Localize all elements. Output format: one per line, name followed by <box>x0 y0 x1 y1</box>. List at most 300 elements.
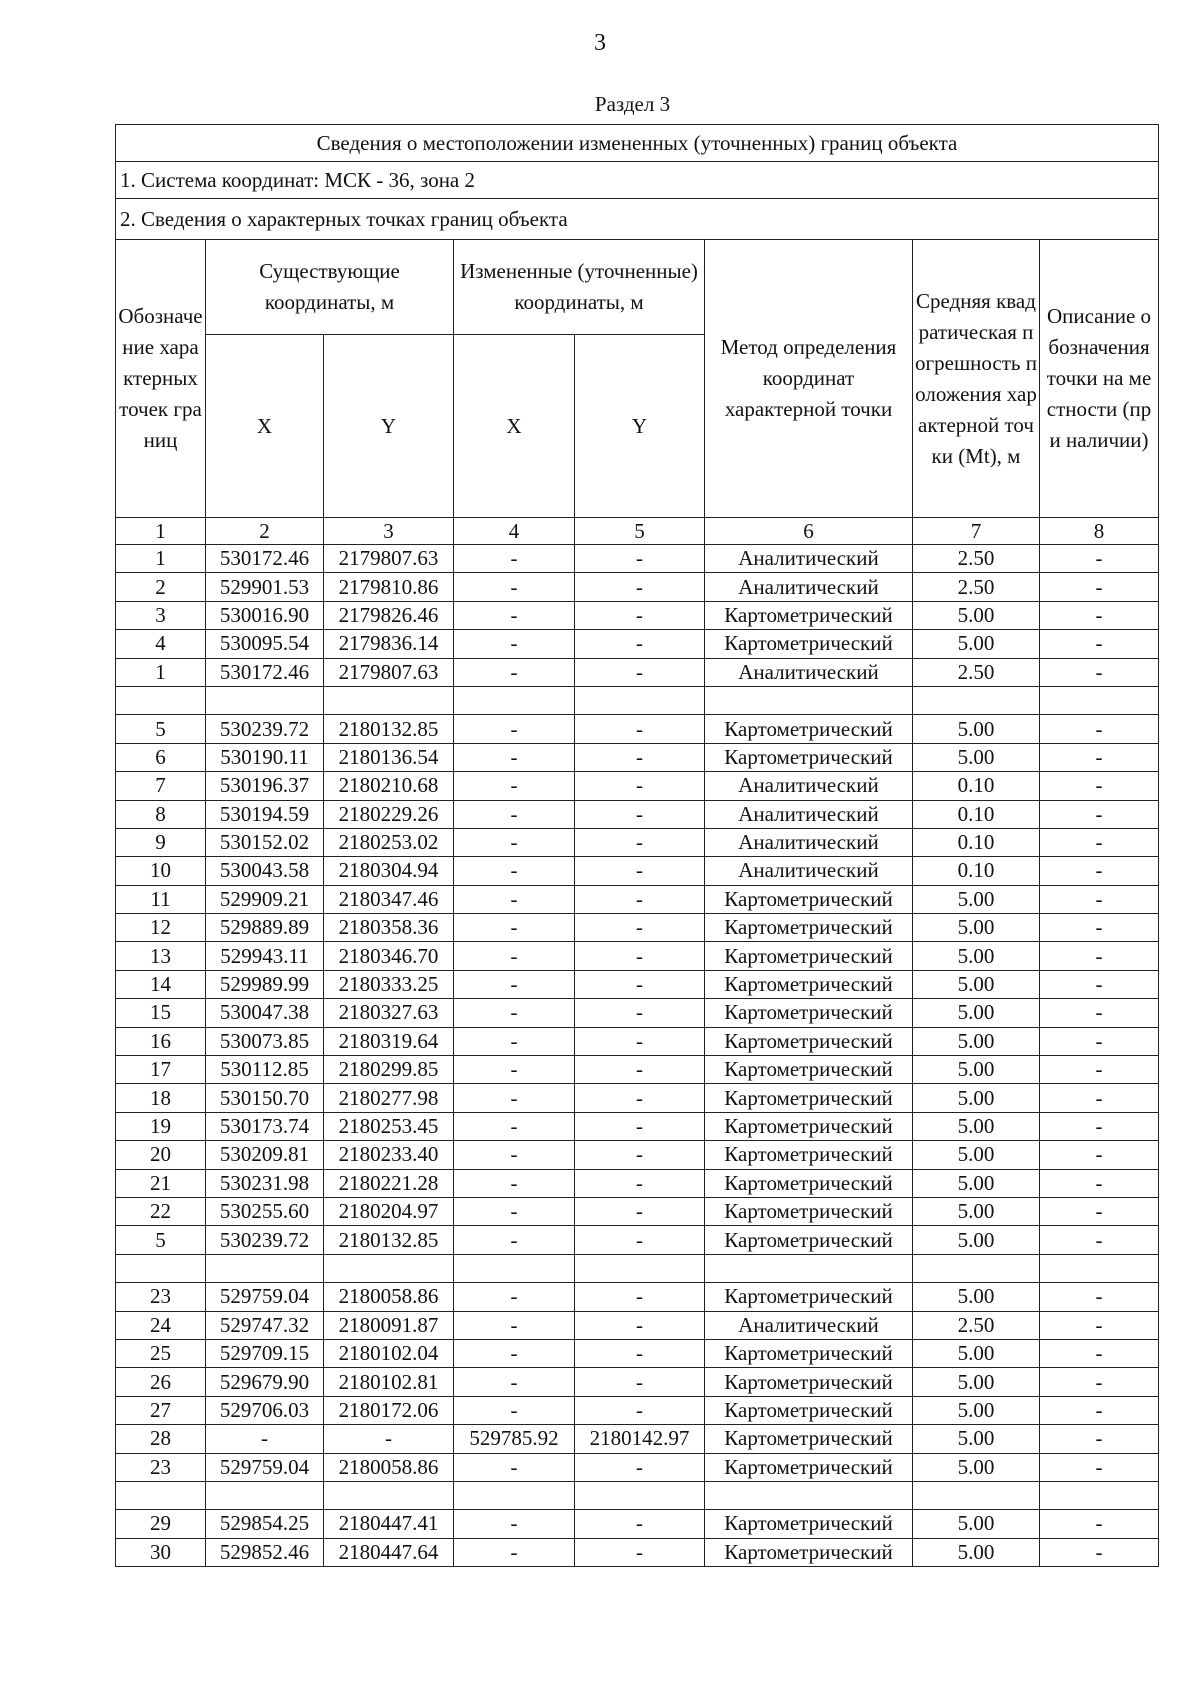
method-cell: Картометрический <box>705 1538 913 1566</box>
existing-x-cell: 530239.72 <box>206 715 324 743</box>
changed-x-cell: - <box>454 1510 575 1538</box>
description-cell: - <box>1040 885 1159 913</box>
accuracy-cell: 2.50 <box>913 573 1040 601</box>
method-cell: Аналитический <box>705 545 913 573</box>
table-row <box>116 601 1159 629</box>
changed-y-cell: - <box>575 1112 705 1140</box>
description-cell <box>1040 686 1159 714</box>
method-cell: Картометрический <box>705 1425 913 1453</box>
changed-x-cell: - <box>454 914 575 942</box>
description-cell: - <box>1040 1311 1159 1339</box>
table-title: Сведения о местоположении измененных (уточненных) границ объекта <box>116 125 1159 162</box>
changed-y-cell: - <box>575 601 705 629</box>
description-cell: - <box>1040 1027 1159 1055</box>
point-id-cell <box>116 686 206 714</box>
method-cell: Картометрический <box>705 1453 913 1481</box>
method-cell: Картометрический <box>705 1084 913 1112</box>
existing-y-cell: 2180229.26 <box>324 800 454 828</box>
changed-y-cell: - <box>575 1510 705 1538</box>
existing-y-cell: 2180327.63 <box>324 999 454 1027</box>
header-existing-y: Y <box>324 335 454 518</box>
existing-x-cell <box>206 1254 324 1282</box>
description-cell: - <box>1040 1084 1159 1112</box>
description-cell: - <box>1040 1141 1159 1169</box>
accuracy-cell: 5.00 <box>913 743 1040 771</box>
existing-y-cell: 2180447.41 <box>324 1510 454 1538</box>
changed-x-cell: - <box>454 1027 575 1055</box>
existing-x-cell: 530255.60 <box>206 1197 324 1225</box>
method-cell: Картометрический <box>705 1226 913 1254</box>
point-id-cell <box>116 1481 206 1509</box>
changed-x-cell: - <box>454 573 575 601</box>
accuracy-cell: 5.00 <box>913 1538 1040 1566</box>
changed-x-cell: - <box>454 1453 575 1481</box>
changed-x-cell: 529785.92 <box>454 1425 575 1453</box>
description-cell: - <box>1040 573 1159 601</box>
description-cell: - <box>1040 772 1159 800</box>
changed-y-cell: - <box>575 885 705 913</box>
changed-y-cell: - <box>575 1027 705 1055</box>
point-id-cell: 24 <box>116 1311 206 1339</box>
table-row <box>116 1538 1159 1566</box>
table-row <box>116 1141 1159 1169</box>
table-row <box>116 828 1159 856</box>
changed-y-cell: - <box>575 630 705 658</box>
accuracy-cell: 5.00 <box>913 1197 1040 1225</box>
points-heading: 2. Сведения о характерных точках границ объекта <box>116 199 1159 240</box>
changed-x-cell: - <box>454 545 575 573</box>
accuracy-cell: 5.00 <box>913 970 1040 998</box>
accuracy-cell: 5.00 <box>913 1368 1040 1396</box>
existing-x-cell: 529909.21 <box>206 885 324 913</box>
changed-y-cell: - <box>575 743 705 771</box>
changed-x-cell: - <box>454 715 575 743</box>
table-row <box>116 1339 1159 1367</box>
method-cell: Картометрический <box>705 970 913 998</box>
table-row <box>116 857 1159 885</box>
accuracy-cell: 5.00 <box>913 1226 1040 1254</box>
table-row <box>116 970 1159 998</box>
accuracy-cell <box>913 1481 1040 1509</box>
existing-x-cell: 530172.46 <box>206 545 324 573</box>
changed-y-cell: - <box>575 1169 705 1197</box>
accuracy-cell: 5.00 <box>913 1283 1040 1311</box>
changed-x-cell: - <box>454 772 575 800</box>
existing-x-cell: 529852.46 <box>206 1538 324 1566</box>
method-cell: Картометрический <box>705 1141 913 1169</box>
header-accuracy: Средняя квадратическая погрешность положения характерной точки (Mt), м <box>913 240 1040 518</box>
accuracy-cell: 5.00 <box>913 1510 1040 1538</box>
description-cell: - <box>1040 1538 1159 1566</box>
changed-y-cell: - <box>575 1141 705 1169</box>
method-cell: Картометрический <box>705 999 913 1027</box>
changed-x-cell: - <box>454 800 575 828</box>
column-number: 3 <box>324 518 454 545</box>
accuracy-cell: 5.00 <box>913 1027 1040 1055</box>
description-cell: - <box>1040 970 1159 998</box>
point-id-cell: 16 <box>116 1027 206 1055</box>
accuracy-cell: 5.00 <box>913 715 1040 743</box>
method-cell: Картометрический <box>705 1368 913 1396</box>
existing-y-cell: 2180333.25 <box>324 970 454 998</box>
table-row <box>116 1368 1159 1396</box>
existing-x-cell: 529679.90 <box>206 1368 324 1396</box>
point-id-cell: 23 <box>116 1453 206 1481</box>
changed-y-cell: - <box>575 715 705 743</box>
table-row <box>116 1169 1159 1197</box>
boundary-points-table <box>115 124 1159 1567</box>
existing-y-cell: 2180253.45 <box>324 1112 454 1140</box>
point-id-cell: 10 <box>116 857 206 885</box>
existing-y-cell: 2180358.36 <box>324 914 454 942</box>
accuracy-cell: 5.00 <box>913 999 1040 1027</box>
column-number: 1 <box>116 518 206 545</box>
changed-y-cell <box>575 1481 705 1509</box>
accuracy-cell: 5.00 <box>913 1396 1040 1424</box>
description-cell: - <box>1040 1112 1159 1140</box>
changed-x-cell: - <box>454 1283 575 1311</box>
changed-y-cell: - <box>575 1339 705 1367</box>
changed-x-cell <box>454 1254 575 1282</box>
point-id-cell: 14 <box>116 970 206 998</box>
method-cell: Картометрический <box>705 1169 913 1197</box>
header-changed-x: X <box>454 335 575 518</box>
accuracy-cell: 5.00 <box>913 1056 1040 1084</box>
point-id-cell: 25 <box>116 1339 206 1367</box>
table-row <box>116 658 1159 686</box>
point-id-cell <box>116 1254 206 1282</box>
table-row <box>116 573 1159 601</box>
existing-x-cell: 530231.98 <box>206 1169 324 1197</box>
description-cell: - <box>1040 601 1159 629</box>
existing-x-cell: 529854.25 <box>206 1510 324 1538</box>
existing-x-cell: 529759.04 <box>206 1453 324 1481</box>
description-cell: - <box>1040 1368 1159 1396</box>
table-row <box>116 1481 1159 1509</box>
changed-x-cell: - <box>454 1197 575 1225</box>
column-number: 4 <box>454 518 575 545</box>
point-id-cell: 12 <box>116 914 206 942</box>
table-row <box>116 1453 1159 1481</box>
existing-y-cell: 2180347.46 <box>324 885 454 913</box>
changed-y-cell: - <box>575 545 705 573</box>
column-number: 7 <box>913 518 1040 545</box>
changed-x-cell: - <box>454 1056 575 1084</box>
changed-x-cell: - <box>454 1339 575 1367</box>
method-cell: Картометрический <box>705 1510 913 1538</box>
accuracy-cell: 2.50 <box>913 1311 1040 1339</box>
method-cell: Аналитический <box>705 828 913 856</box>
changed-x-cell: - <box>454 828 575 856</box>
changed-x-cell: - <box>454 885 575 913</box>
existing-x-cell: 530152.02 <box>206 828 324 856</box>
point-id-cell: 4 <box>116 630 206 658</box>
changed-x-cell: - <box>454 1368 575 1396</box>
existing-y-cell: 2180319.64 <box>324 1027 454 1055</box>
point-id-cell: 30 <box>116 1538 206 1566</box>
description-cell: - <box>1040 857 1159 885</box>
table-row <box>116 1027 1159 1055</box>
existing-y-cell: 2180233.40 <box>324 1141 454 1169</box>
existing-y-cell: 2179836.14 <box>324 630 454 658</box>
existing-x-cell <box>206 1481 324 1509</box>
existing-x-cell: 530043.58 <box>206 857 324 885</box>
description-cell <box>1040 1481 1159 1509</box>
changed-y-cell: - <box>575 1056 705 1084</box>
existing-x-cell: 530073.85 <box>206 1027 324 1055</box>
changed-x-cell: - <box>454 1112 575 1140</box>
point-id-cell: 8 <box>116 800 206 828</box>
point-id-cell: 13 <box>116 942 206 970</box>
description-cell: - <box>1040 1453 1159 1481</box>
existing-x-cell: 530150.70 <box>206 1084 324 1112</box>
table-row <box>116 885 1159 913</box>
existing-y-cell: 2180253.02 <box>324 828 454 856</box>
column-number: 8 <box>1040 518 1159 545</box>
description-cell: - <box>1040 1339 1159 1367</box>
table-body <box>116 545 1159 1567</box>
method-cell: Аналитический <box>705 1311 913 1339</box>
existing-x-cell: 530194.59 <box>206 800 324 828</box>
description-cell: - <box>1040 1425 1159 1453</box>
accuracy-cell: 5.00 <box>913 1112 1040 1140</box>
column-number: 6 <box>705 518 913 545</box>
point-id-cell: 6 <box>116 743 206 771</box>
existing-x-cell: 529943.11 <box>206 942 324 970</box>
method-cell: Картометрический <box>705 1112 913 1140</box>
existing-x-cell: 529901.53 <box>206 573 324 601</box>
changed-y-cell <box>575 686 705 714</box>
existing-y-cell: 2179826.46 <box>324 601 454 629</box>
description-cell: - <box>1040 658 1159 686</box>
accuracy-cell: 2.50 <box>913 658 1040 686</box>
table-row <box>116 800 1159 828</box>
point-id-cell: 5 <box>116 715 206 743</box>
changed-y-cell: - <box>575 942 705 970</box>
method-cell <box>705 1254 913 1282</box>
method-cell: Картометрический <box>705 942 913 970</box>
changed-x-cell: - <box>454 1538 575 1566</box>
existing-y-cell: 2180132.85 <box>324 715 454 743</box>
changed-y-cell: - <box>575 1084 705 1112</box>
table-row <box>116 1510 1159 1538</box>
point-id-cell: 20 <box>116 1141 206 1169</box>
table-row <box>116 715 1159 743</box>
changed-x-cell <box>454 1481 575 1509</box>
changed-x-cell: - <box>454 658 575 686</box>
accuracy-cell: 5.00 <box>913 1425 1040 1453</box>
method-cell: Картометрический <box>705 743 913 771</box>
changed-x-cell: - <box>454 743 575 771</box>
method-cell: Картометрический <box>705 885 913 913</box>
existing-x-cell: 530172.46 <box>206 658 324 686</box>
description-cell: - <box>1040 800 1159 828</box>
existing-x-cell: 530209.81 <box>206 1141 324 1169</box>
existing-y-cell: - <box>324 1425 454 1453</box>
accuracy-cell: 5.00 <box>913 914 1040 942</box>
method-cell: Картометрический <box>705 601 913 629</box>
description-cell: - <box>1040 1169 1159 1197</box>
method-cell: Аналитический <box>705 658 913 686</box>
table-row <box>116 1425 1159 1453</box>
changed-x-cell: - <box>454 999 575 1027</box>
table-row <box>116 630 1159 658</box>
accuracy-cell: 5.00 <box>913 1141 1040 1169</box>
changed-y-cell: - <box>575 1453 705 1481</box>
point-id-cell: 1 <box>116 658 206 686</box>
table-row <box>116 1112 1159 1140</box>
method-cell: Картометрический <box>705 914 913 942</box>
point-id-cell: 11 <box>116 885 206 913</box>
changed-x-cell: - <box>454 1396 575 1424</box>
method-cell: Аналитический <box>705 772 913 800</box>
description-cell: - <box>1040 999 1159 1027</box>
existing-x-cell: 529706.03 <box>206 1396 324 1424</box>
point-id-cell: 23 <box>116 1283 206 1311</box>
existing-x-cell: - <box>206 1425 324 1453</box>
column-number: 5 <box>575 518 705 545</box>
existing-y-cell: 2180058.86 <box>324 1453 454 1481</box>
column-number-row <box>116 518 1159 545</box>
existing-y-cell: 2180058.86 <box>324 1283 454 1311</box>
existing-x-cell: 529889.89 <box>206 914 324 942</box>
changed-x-cell: - <box>454 601 575 629</box>
existing-y-cell: 2180299.85 <box>324 1056 454 1084</box>
changed-y-cell: - <box>575 658 705 686</box>
point-id-cell: 21 <box>116 1169 206 1197</box>
changed-y-cell: 2180142.97 <box>575 1425 705 1453</box>
point-id-cell: 5 <box>116 1226 206 1254</box>
header-existing-coordinates: Существующие координаты, м <box>206 240 454 335</box>
method-cell: Картометрический <box>705 1396 913 1424</box>
existing-y-cell <box>324 1254 454 1282</box>
existing-x-cell: 530095.54 <box>206 630 324 658</box>
point-id-cell: 2 <box>116 573 206 601</box>
table-row <box>116 1283 1159 1311</box>
changed-y-cell: - <box>575 800 705 828</box>
point-id-cell: 7 <box>116 772 206 800</box>
existing-y-cell: 2180102.04 <box>324 1339 454 1367</box>
header-changed-y: Y <box>575 335 705 518</box>
existing-y-cell: 2180136.54 <box>324 743 454 771</box>
existing-x-cell: 529989.99 <box>206 970 324 998</box>
changed-y-cell: - <box>575 914 705 942</box>
table-row <box>116 1311 1159 1339</box>
changed-x-cell: - <box>454 630 575 658</box>
changed-x-cell: - <box>454 1311 575 1339</box>
table-row <box>116 1056 1159 1084</box>
changed-x-cell: - <box>454 1084 575 1112</box>
method-cell: Картометрический <box>705 630 913 658</box>
header-point-designation: Обозначение характерных точек границ <box>116 240 206 518</box>
accuracy-cell: 5.00 <box>913 601 1040 629</box>
existing-x-cell: 529709.15 <box>206 1339 324 1367</box>
description-cell: - <box>1040 1283 1159 1311</box>
point-id-cell: 26 <box>116 1368 206 1396</box>
column-number: 2 <box>206 518 324 545</box>
point-id-cell: 27 <box>116 1396 206 1424</box>
table-row <box>116 686 1159 714</box>
existing-y-cell <box>324 1481 454 1509</box>
description-cell: - <box>1040 630 1159 658</box>
existing-x-cell: 530016.90 <box>206 601 324 629</box>
changed-x-cell: - <box>454 1226 575 1254</box>
method-cell: Аналитический <box>705 857 913 885</box>
method-cell <box>705 1481 913 1509</box>
coordinate-system: 1. Система координат: МСК - 36, зона 2 <box>116 162 1159 199</box>
changed-x-cell: - <box>454 970 575 998</box>
point-id-cell: 19 <box>116 1112 206 1140</box>
existing-y-cell: 2179810.86 <box>324 573 454 601</box>
existing-x-cell: 530196.37 <box>206 772 324 800</box>
table-row <box>116 942 1159 970</box>
changed-y-cell: - <box>575 1311 705 1339</box>
table-row <box>116 1254 1159 1282</box>
method-cell: Картометрический <box>705 1056 913 1084</box>
accuracy-cell <box>913 686 1040 714</box>
method-cell: Картометрический <box>705 715 913 743</box>
header-existing-x: X <box>206 335 324 518</box>
description-cell: - <box>1040 1510 1159 1538</box>
table-row <box>116 1226 1159 1254</box>
existing-x-cell <box>206 686 324 714</box>
description-cell: - <box>1040 1226 1159 1254</box>
existing-y-cell: 2180304.94 <box>324 857 454 885</box>
existing-x-cell: 529747.32 <box>206 1311 324 1339</box>
existing-x-cell: 530112.85 <box>206 1056 324 1084</box>
existing-x-cell: 529759.04 <box>206 1283 324 1311</box>
method-cell: Картометрический <box>705 1283 913 1311</box>
existing-y-cell: 2180210.68 <box>324 772 454 800</box>
accuracy-cell: 5.00 <box>913 1453 1040 1481</box>
changed-x-cell <box>454 686 575 714</box>
method-cell: Аналитический <box>705 800 913 828</box>
table-row <box>116 1197 1159 1225</box>
existing-y-cell: 2180447.64 <box>324 1538 454 1566</box>
accuracy-cell: 5.00 <box>913 1339 1040 1367</box>
description-cell: - <box>1040 914 1159 942</box>
description-cell: - <box>1040 545 1159 573</box>
changed-y-cell: - <box>575 828 705 856</box>
existing-y-cell: 2180221.28 <box>324 1169 454 1197</box>
description-cell: - <box>1040 743 1159 771</box>
method-cell: Аналитический <box>705 573 913 601</box>
accuracy-cell: 5.00 <box>913 1169 1040 1197</box>
method-cell: Картометрический <box>705 1339 913 1367</box>
accuracy-cell: 5.00 <box>913 885 1040 913</box>
existing-y-cell: 2180132.85 <box>324 1226 454 1254</box>
accuracy-cell: 5.00 <box>913 1084 1040 1112</box>
description-cell: - <box>1040 715 1159 743</box>
header-changed-coordinates: Измененные (уточненные) координаты, м <box>454 240 705 335</box>
point-id-cell: 18 <box>116 1084 206 1112</box>
accuracy-cell: 5.00 <box>913 630 1040 658</box>
existing-x-cell: 530173.74 <box>206 1112 324 1140</box>
point-id-cell: 15 <box>116 999 206 1027</box>
description-cell <box>1040 1254 1159 1282</box>
point-id-cell: 17 <box>116 1056 206 1084</box>
header-method: Метод определения координат характерной точки <box>705 240 913 518</box>
description-cell: - <box>1040 1197 1159 1225</box>
description-cell: - <box>1040 828 1159 856</box>
changed-y-cell: - <box>575 999 705 1027</box>
point-id-cell: 29 <box>116 1510 206 1538</box>
section-title: Раздел 3 <box>594 92 671 116</box>
changed-y-cell: - <box>575 1396 705 1424</box>
existing-y-cell: 2180172.06 <box>324 1396 454 1424</box>
point-id-cell: 3 <box>116 601 206 629</box>
existing-y-cell: 2179807.63 <box>324 545 454 573</box>
